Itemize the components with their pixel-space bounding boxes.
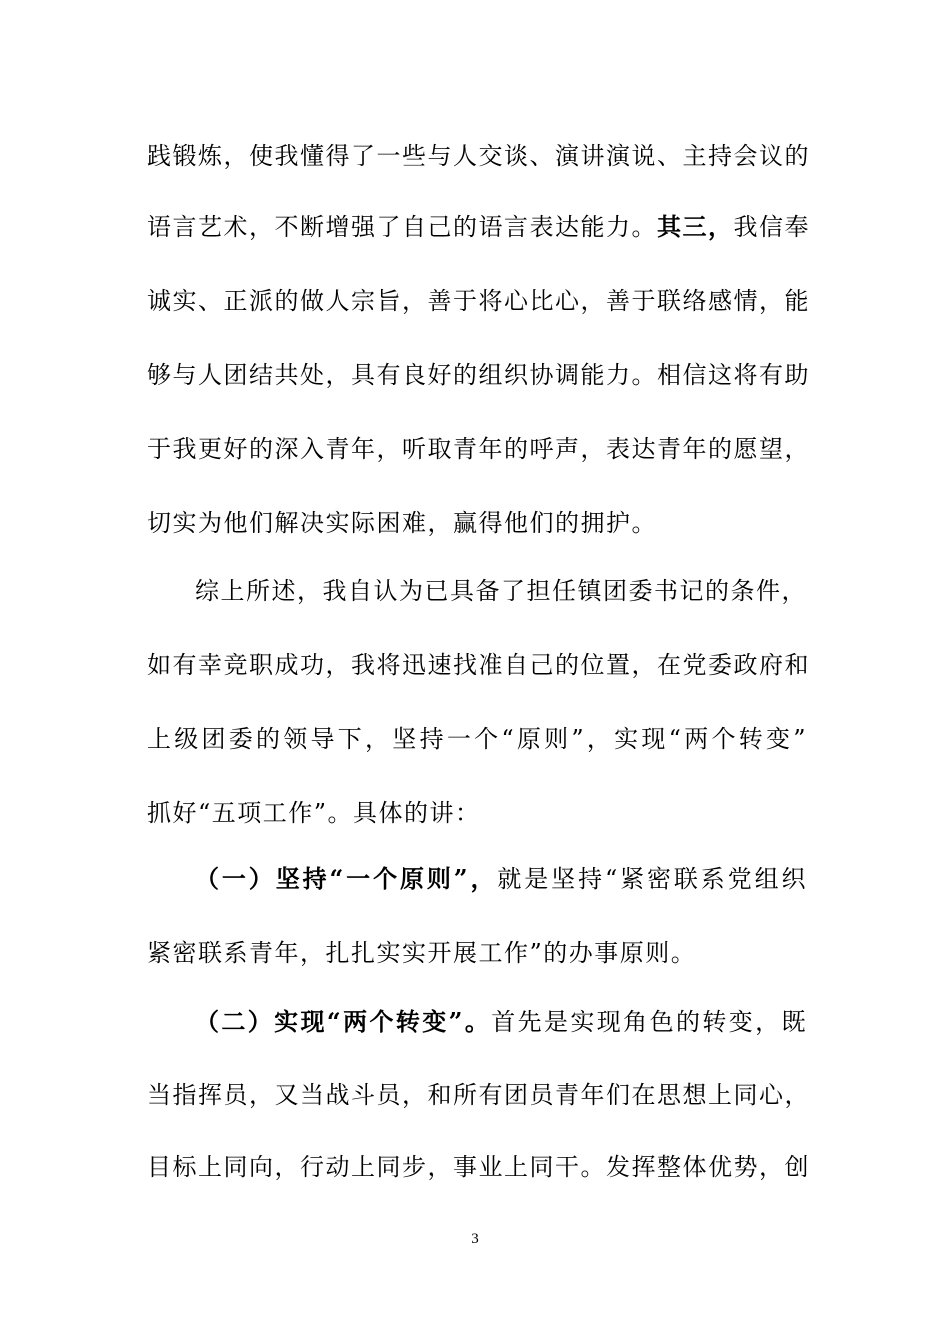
paragraph-line: 诚实、正派的做人宗旨，善于将心比心，善于联络感情，能 xyxy=(147,287,810,315)
paragraph-line xyxy=(147,211,810,243)
paragraph-line: 当指挥员，又当战斗员，和所有团员青年们在思想上同心， xyxy=(147,1081,810,1109)
bold-heading-run: （一）坚持“一个原则”， xyxy=(195,864,498,893)
paragraph-line: 如有幸竞职成功，我将迅速找准自己的位置，在党委政府和 xyxy=(147,651,810,679)
paragraph-line: 践锻炼，使我懂得了一些与人交谈、演讲演说、主持会议的 xyxy=(147,142,810,170)
paragraph-line: 够与人团结共处，具有良好的组织协调能力。相信这将有助 xyxy=(147,361,810,389)
text-run: 语言艺术，不断增强了自己的语言表达能力。 xyxy=(147,213,657,241)
paragraph-line xyxy=(195,1006,807,1038)
bold-heading-run: 其三， xyxy=(657,212,734,241)
paragraph-line: 目标上同向，行动上同步，事业上同干。发挥整体优势，创 xyxy=(147,1153,810,1181)
bold-heading-run: （二）实现“两个转变”。 xyxy=(195,1007,492,1036)
paragraph-line: 紧密联系青年，扎扎实实开展工作”的办事原则。 xyxy=(147,939,697,967)
paragraph-line: 切实为他们解决实际困难，赢得他们的拥护。 xyxy=(147,509,657,537)
page-number: 3 xyxy=(471,1231,479,1247)
text-run: 我信奉 xyxy=(733,213,810,241)
paragraph-line: 于我更好的深入青年，听取青年的呼声，表达青年的愿望， xyxy=(147,435,810,463)
paragraph-line: 上级团委的领导下，坚持一个“原则”，实现“两个转变” xyxy=(147,725,807,753)
paragraph-line: 综上所述，我自认为已具备了担任镇团委书记的条件， xyxy=(195,577,807,605)
paragraph-line xyxy=(195,863,807,895)
paragraph-line: 抓好“五项工作”。具体的讲： xyxy=(147,799,481,827)
text-run: 就是坚持“紧密联系党组织 xyxy=(497,865,808,893)
text-run: 首先是实现角色的转变，既 xyxy=(491,1008,808,1036)
